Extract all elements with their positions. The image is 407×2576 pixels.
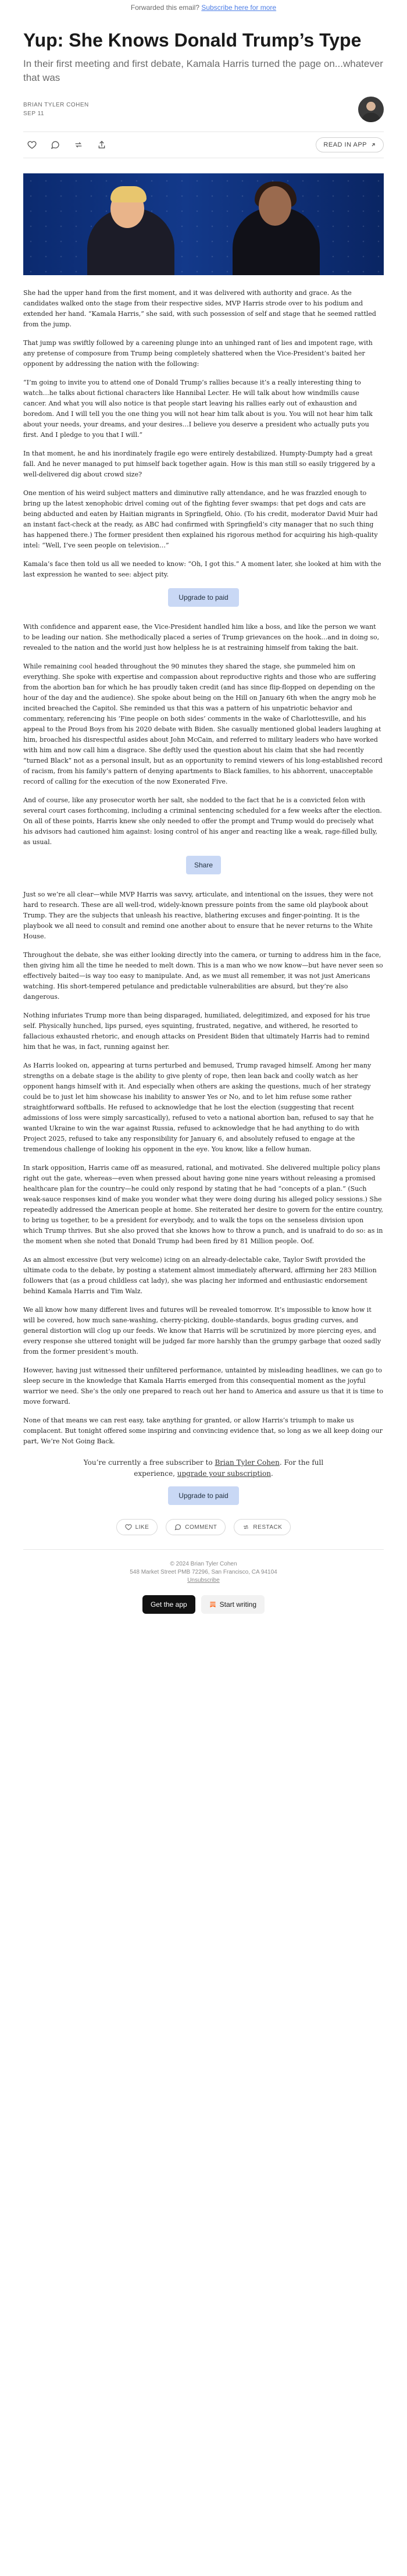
hero-image bbox=[23, 173, 384, 275]
action-icons bbox=[23, 138, 108, 151]
paragraph: As an almost excessive (but very welcome) icing on an already-delectable cake, Taylor Swift provided the ultimate coda to the debate, by posting a statement almost immediately afterward, affirming her 283 Million followers that (as a proud childless cat lady), she was placing her informed and enthusiastic endorsement behind Kamala Harris and Tim Walz. bbox=[23, 1256, 377, 1295]
read-in-app-button[interactable] bbox=[316, 137, 384, 152]
paragraph: None of that means we can rest easy, take anything for granted, or allow Harris’s triumph to make us complacent. But tonight offered some inspiring and convincing evidence that, so long as we all keep doing our part, We’re Not Going Back. bbox=[23, 1417, 383, 1445]
comment-button[interactable] bbox=[166, 1519, 226, 1535]
external-link-icon bbox=[370, 142, 376, 148]
subscription-box bbox=[23, 1457, 384, 1505]
paragraph: While remaining cool headed throughout the 90 minutes they shared the stage, she pummeled him on everything. She spoke with expertise and compassion about reproductive rights and those who are suffering from the abortion ban for which he has proudly taken credit (and has since flip-flopped on depending on the hour of the day and the audience). She spoke about being on the Hill on January 6th when the angry mob he incited breached the Capitol. She reminded us that this was a pattern of his unpatriotic behavior and commentary, referencing his ‘Fine people on both sides’ comments in the wake of Charlottesville, and his appeal to the Proud Boys from his 2020 debate with Biden. She casually mentioned global leaders laughing at him, broached his disrespectful asides about John McCain, and referred to military leaders who have worked with him and now call him a disgrace. She deftly used the question about his claim that she had recently “turned Black” not as a personal insult, but as an opportunity to remind viewers of his long-established record of racism, from his family’s pattern of denying apartments to Black families, to his abhorrent, unacceptable record of calling for the execution of the now Exonerated Five. bbox=[23, 663, 383, 785]
upgrade-button[interactable]: Upgrade to paid bbox=[168, 588, 238, 607]
footer-copyright: © 2024 Brian Tyler Cohen bbox=[170, 1561, 237, 1567]
paragraph: She had the upper hand from the first moment, and it was delivered with authority and grace. As the candidates walked onto the stage from their respective sides, MVP Harris strode over to his podium and extended her hand. “Kamala Harris,” she said, with such possession of self and stage that he seemed rattled from the jump. bbox=[23, 289, 376, 328]
start-writing-label: Start writing bbox=[219, 1600, 257, 1609]
subscription-text: You’re currently a free subscriber to Brian Tyler Cohen. For the full experience, upgrade your subscription. bbox=[83, 1458, 324, 1478]
paragraph: We all know how many different lives and futures will be revealed tomorrow. It’s impossible to know how it will be covered, how much sane-washing, cherry-picking, double-standards, bogus grading curves, and general distortion will clog up our feeds. We know that Harris will be scrutinized by more piercing eyes, and every response she uttered tonight will be judged far more harshly than the grumpy garbage that oozed sadly from the former president’s mouth. bbox=[23, 1306, 381, 1355]
comment-label: COMMENT bbox=[185, 1524, 217, 1531]
paragraph: “I’m going to invite you to attend one of Donald Trump’s rallies because it’s a really interesting thing to watch…he talks about fictional characters like Hannibal Lecter. He will talk about how windmills cause cancer. And what you will also notice is that people start leaving his rallies early out of exhaustion and boredom. And I will tell you the one thing you will not hear him talk about is you. You will not hear him talk about your needs, your dreams, and your desires…I believe you deserve a president who actually puts you first. And I pledge to you that I will.” bbox=[23, 379, 373, 439]
upgrade-cta bbox=[23, 588, 384, 607]
substack-logo-icon bbox=[209, 1601, 216, 1608]
post-date: SEP 11 bbox=[23, 111, 44, 117]
heart-icon[interactable] bbox=[26, 138, 38, 151]
paragraph: As Harris looked on, appearing at turns perturbed and bemused, Trump ravaged himself. Among her many strengths on a debate stage is the ability to give plenty of rope, then lean back and coolly watch as her opponent hangs himself with it. And especially when others are asking the questions, much of her strategy could be to just let him showcase his inability to answer Yes or No, and to let him refuse some rather straightforward softballs. He refused to acknowledge that he lost the election (suggesting that recent admissions of loss were simply sarcastically), refused to veto a national abortion ban, refused to say that he wanted Ukraine to win the war against Russia, refused to acknowledge that he had anything to do with Project 2025, refused to take any responsibility for January 6, and absolutely refused to engage at the tremendous challenge of looking his opponent in the eye. You know, like a fellow human. bbox=[23, 1062, 374, 1153]
paragraph: With confidence and apparent ease, the Vice-President handled him like a boss, and like the person we want to be leading our nation. She methodically placed a series of Trump grievances on the hook…and in doing so, revealed to the nation and the world just how helpless he is at restraining himself from taking the bait. bbox=[23, 623, 380, 652]
comment-icon[interactable] bbox=[49, 138, 62, 151]
avatar[interactable] bbox=[358, 97, 384, 122]
paragraph: Kamala’s face then told us all we needed to know: “Oh, I got this.” A moment later, she looked at him with the last expression he wanted to see: abject pity. bbox=[23, 560, 381, 578]
byline-row bbox=[23, 97, 384, 122]
byline bbox=[23, 102, 89, 117]
paragraph: Just so we’re all clear—while MVP Harris was savvy, articulate, and intentional on the issues, they were not hard to research. These are all well-trod, widely-known pressure points from the same old playbook about Trump. They are the subjects that unleash his reactive, blathering excuses and finger-pointing. It is the playbook we all need to consult and remind one another about to ensure that he never returns to the White House. bbox=[23, 891, 373, 940]
sub-text-middle: . For the full experience, bbox=[134, 1458, 324, 1478]
paragraph: However, having just witnessed their unfiltered performance, untainted by misleading headlines, we can go to sleep secure in the knowledge that Kamala Harris emerged from this consequential moment as the joyful warrior we need. She’s the only one prepared to reach out her hand to America and assure us that it is time to move forward. bbox=[23, 1367, 383, 1406]
restack-icon bbox=[242, 1524, 249, 1531]
paragraph: Throughout the debate, she was either looking directly into the camera, or turning to address him in the face, then giving him all the time he needed to melt down. This is a man who we now know—but have never seen so effectively baited—is way too easy to manipulate. And, as we must all remember, it was not just Americans watching. His short-tempered petulance and predictable vulnerabilities are absurd, but they’re also dangerous. bbox=[23, 951, 383, 1001]
footer bbox=[23, 1560, 384, 1585]
app-row bbox=[23, 1595, 384, 1627]
share-button[interactable]: Share bbox=[186, 856, 221, 874]
sub-text-before: You’re currently a free subscriber to bbox=[83, 1458, 213, 1467]
restack-button[interactable] bbox=[234, 1519, 291, 1535]
heart-icon bbox=[125, 1524, 132, 1531]
author-name[interactable]: BRIAN TYLER COHEN bbox=[23, 102, 89, 108]
restack-icon[interactable] bbox=[72, 138, 85, 151]
forwarded-text: Forwarded this email? bbox=[130, 3, 199, 12]
paragraph: Nothing infuriates Trump more than being disparaged, humiliated, delegitimized, and exposed for his true self. Physically hunched, lips pursed, eyes squinting, frustrated, negative, and withered, he resorted to fallacious exhausted rhetoric, and enough attacks on President Biden that ultimately Harris had to remind him that he was, in fact, running against her. bbox=[23, 1012, 370, 1051]
share-icon[interactable] bbox=[95, 138, 108, 151]
subscribe-link[interactable]: Subscribe here for more bbox=[201, 3, 277, 12]
comment-icon bbox=[174, 1524, 181, 1531]
upgrade-subscription-link[interactable]: upgrade your subscription bbox=[177, 1470, 271, 1478]
upgrade-button-bottom[interactable]: Upgrade to paid bbox=[168, 1486, 238, 1505]
footer-address: 548 Market Street PMB 72296, San Francisco, CA 94104 bbox=[130, 1569, 277, 1575]
post-title: Yup: She Knows Donald Trump’s Type bbox=[23, 30, 362, 51]
paragraph: In stark opposition, Harris came off as measured, rational, and motivated. She delivered multiple policy plans right out the gate, whereas—even when pressed about having gone nine years without releasing a promised healthcare plan for the country—he could only respond by stating that he had “concepts of a plan.” (Such weak-sauce responses kind of make you wonder what they were doing during his alleged policy sessions.) She repeatedly addressed the American people at home. She reiterated her desire to govern for the entire country, to bring us together, to be a president for everybody, and to walk the tops on the senseless division upon which Trump thrives. But she also proved that she knows how to throw a punch, and is unafraid to do so: as in the moment when she noted that Donald Trump had been fired by 81 Million people. Oof. bbox=[23, 1164, 384, 1245]
paragraph: In that moment, he and his inordinately fragile ego were entirely destabilized. Humpty-Dumpty had a great fall. And he never managed to put himself back together again. How is this man still so easily triggered by a well-delivered dig about crowd size? bbox=[23, 450, 376, 478]
like-button[interactable] bbox=[116, 1519, 158, 1535]
unsubscribe-link[interactable]: Unsubscribe bbox=[187, 1577, 220, 1584]
like-label: LIKE bbox=[135, 1524, 149, 1531]
read-in-app-label: READ IN APP bbox=[323, 141, 367, 148]
paragraph: That jump was swiftly followed by a careening plunge into an unhinged rant of lies and impotent rage, with any pretense of composure from Trump being completely shattered when the Vice-President’s baited her opponent by addressing the nation with the following: bbox=[23, 339, 373, 368]
post-container bbox=[23, 29, 384, 1627]
start-writing-button[interactable] bbox=[201, 1595, 265, 1614]
restack-label: RESTACK bbox=[253, 1524, 283, 1531]
forwarded-banner bbox=[0, 0, 407, 16]
post-body bbox=[23, 288, 384, 1447]
post-subtitle: In their first meeting and first debate, Kamala Harris turned the page on...whatever that was bbox=[23, 58, 383, 83]
share-cta bbox=[23, 856, 384, 874]
bottom-actions bbox=[23, 1519, 384, 1550]
get-app-button[interactable]: Get the app bbox=[142, 1595, 195, 1614]
paragraph: One mention of his weird subject matters and diminutive rally attendance, and he was frazzled enough to bring up the latest xenophobic drivel coming out of the fighting fever swamps: that pet dogs and cats are being abducted and eaten by Haitian migrants in Springfield, Ohio. (To his credit, moderator David Muir had an instant fact-check at the ready, as ABC had confirmed with Springfield’s city manager that no such thing has happened there.) The former president then explained his rigorous method for acquiring his high-quality intel: “Well, I’ve seen people on television…” bbox=[23, 489, 378, 549]
publication-link[interactable]: Brian Tyler Cohen bbox=[215, 1458, 280, 1467]
action-bar bbox=[23, 131, 384, 158]
paragraph: And of course, like any prosecutor worth her salt, she nodded to the fact that he is a convicted felon with several court cases forthcoming, including a criminal sentencing scheduled for a few weeks after the election. On all of these points, Harris knew she only needed to offer the prompt and Trump would do precisely what his advisors had cautioned him against: losing control of his anger and reacting like a weak, rage-filled bully, as usual. bbox=[23, 796, 382, 846]
